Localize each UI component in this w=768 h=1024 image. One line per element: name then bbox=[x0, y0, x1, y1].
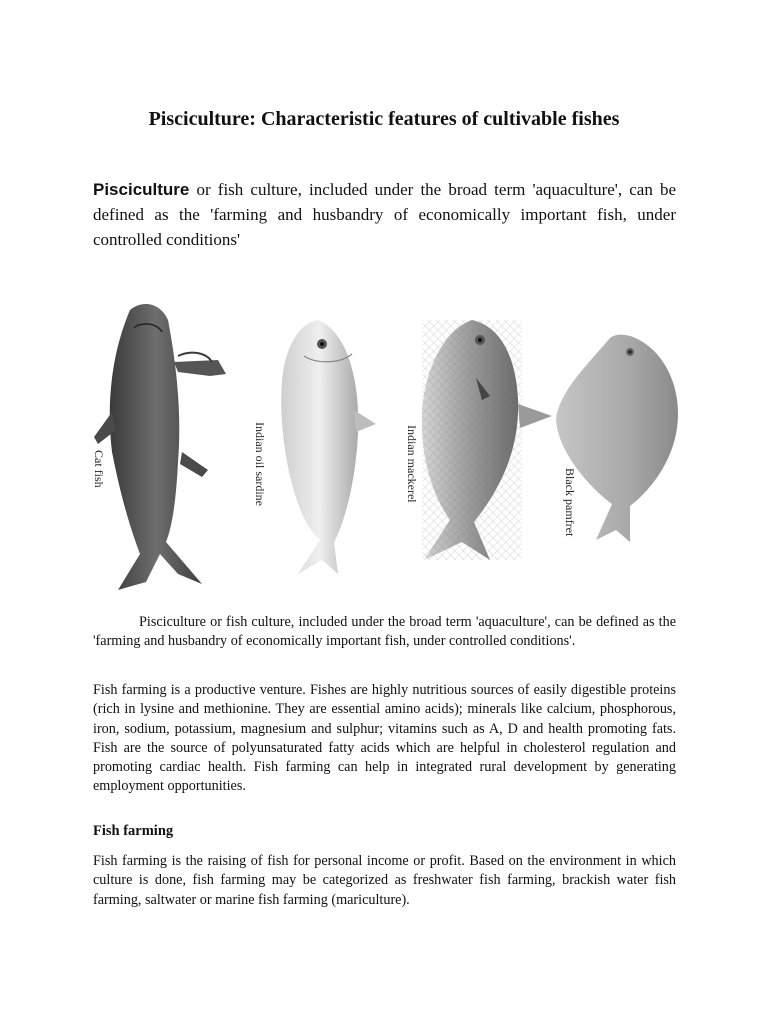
paragraph-pisciculture-definition: Pisciculture or fish culture, included under the broad term 'aquaculture', can be defined as the 'farming and husbandry of economically important fish, under controlled conditions'. bbox=[93, 614, 676, 650]
section-heading-fish-farming: Fish farming bbox=[93, 823, 174, 839]
fish-figure bbox=[90, 292, 680, 597]
page-title: Pisciculture: Characteristic features of cultivable fishes bbox=[148, 108, 620, 130]
intro-text: or fish culture, included under the broad term 'aquaculture', can be defined as the 'farming and husbandry of economically important fish, under controlled conditions' bbox=[93, 180, 676, 249]
oil-sardine-illustration bbox=[281, 320, 376, 574]
paragraph-fish-farming-types: Fish farming is the raising of fish for personal income or profit. Based on the environment in which culture is done, fish farming may be categorized as freshwater fish farming, brackish water fish farming, saltwater or marine fish farming (mariculture). bbox=[93, 853, 676, 908]
intro-lead-term: Pisciculture bbox=[93, 180, 190, 199]
label-indian-mackerel: Indian mackerel bbox=[405, 425, 419, 503]
label-indian-oil-sardine: Indian oil sardine bbox=[253, 422, 267, 506]
paragraph-fish-farming-benefits: Fish farming is a productive venture. Fishes are highly nutritious sources of easily digestible proteins (rich in lysine and methionine. They are essential amino acids); minerals like calcium, phosphorous, iron, sodium, potassium, magnesium and sulphur; vitamins such as A, D and health promoting fats. Fish are the source of polyunsaturated fatty acids which are helpful in cholesterol regulation and promoting cardiac health. Fish farming can help in integrated rural development by generating employment opportunities. bbox=[93, 682, 676, 795]
label-cat-fish: Cat fish bbox=[92, 450, 106, 488]
indian-mackerel-illustration bbox=[422, 320, 552, 560]
label-black-pamfret: Black pamfret bbox=[563, 468, 577, 537]
catfish-illustration bbox=[94, 304, 226, 590]
intro-paragraph bbox=[93, 177, 676, 252]
